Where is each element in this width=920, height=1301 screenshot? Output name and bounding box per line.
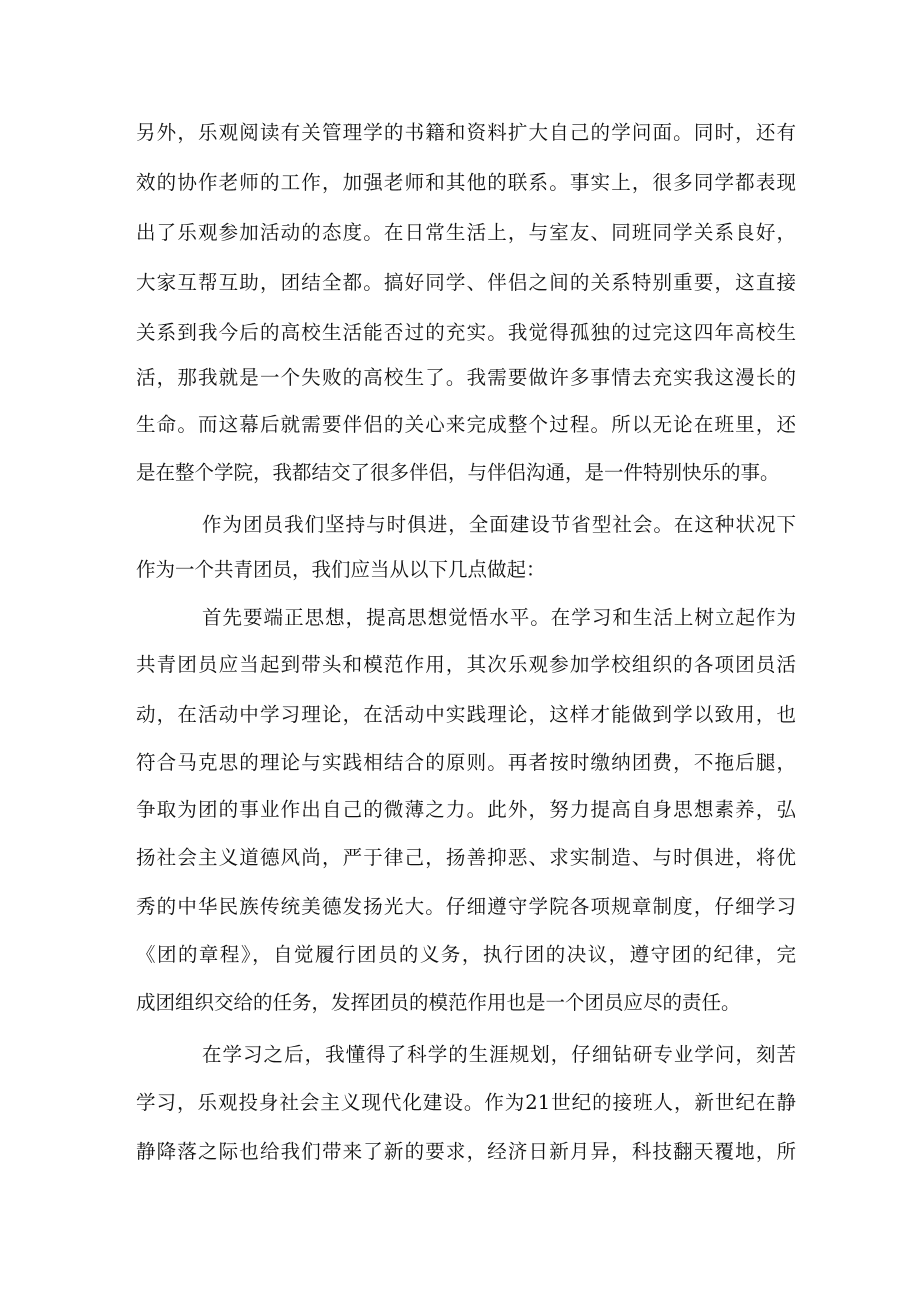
text-line: 关系到我今后的高校生活能否过的充实。我觉得孤独的过完这四年高校生: [136, 321, 796, 344]
text-line: 《团的章程》，自觉履行团员的义务，执行团的决议，遵守团的纪律，完: [136, 943, 796, 966]
text-line: 作为团员我们坚持与时俱进，全面建设节省型社会。在这种状况下: [202, 513, 796, 536]
text-line: 静降落之际也给我们带来了新的要求，经济日新月异，科技翻天覆地，所: [136, 1140, 796, 1163]
text-line: 是在整个学院，我都结交了很多伴侣，与伴侣沟通，是一件特别快乐的事。: [136, 461, 780, 484]
text-line: 学习，乐观投身社会主义现代化建设。作为21世纪的接班人，新世纪在静: [136, 1091, 796, 1114]
text-line: 活，那我就是一个失败的高校生了。我需要做许多事情去充实我这漫长的: [136, 366, 796, 389]
text-line: 另外，乐观阅读有关管理学的书籍和资料扩大自己的学问面。同时，还有: [136, 121, 796, 144]
text-line: 生命。而这幕后就需要伴侣的关心来完成整个过程。所以无论在班里，还: [136, 413, 796, 436]
text-line: 在学习之后，我懂得了科学的生涯规划，仔细钻研专业学问，刻苦: [202, 1043, 796, 1066]
text-line: 符合马克思的理论与实践相结合的原则。再者按时缴纳团费，不拖后腿，: [136, 751, 796, 774]
text-line: 争取为团的事业作出自己的微薄之力。此外，努力提高自身思想素养，弘: [136, 798, 796, 821]
text-line: 动，在活动中学习理论，在活动中实践理论，这样才能做到学以致用，也: [136, 703, 796, 726]
text-line: 成团组织交给的任务，发挥团员的模范作用也是一个团员应尽的责任。: [136, 991, 741, 1014]
text-line: 大家互帮互助，团结全都。搞好同学、伴侣之间的关系特别重要，这直接: [136, 271, 796, 294]
text-line: 秀的中华民族传统美德发扬光大。仔细遵守学院各项规章制度，仔细学习: [136, 895, 796, 918]
text-line: 作为一个共青团员，我们应当从以下几点做起：: [136, 558, 546, 581]
text-line: 效的协作老师的工作，加强老师和其他的联系。事实上，很多同学都表现: [136, 171, 796, 194]
text-line: 扬社会主义道德风尚，严于律己，扬善抑恶、求实制造、与时俱进，将优: [136, 846, 796, 869]
text-line: 共青团员应当起到带头和模范作用，其次乐观参加学校组织的各项团员活: [136, 653, 796, 676]
text-line: 首先要端正思想，提高思想觉悟水平。在学习和生活上树立起作为: [202, 606, 796, 629]
text-line: 出了乐观参加活动的态度。在日常生活上，与室友、同班同学关系良好，: [136, 221, 796, 244]
